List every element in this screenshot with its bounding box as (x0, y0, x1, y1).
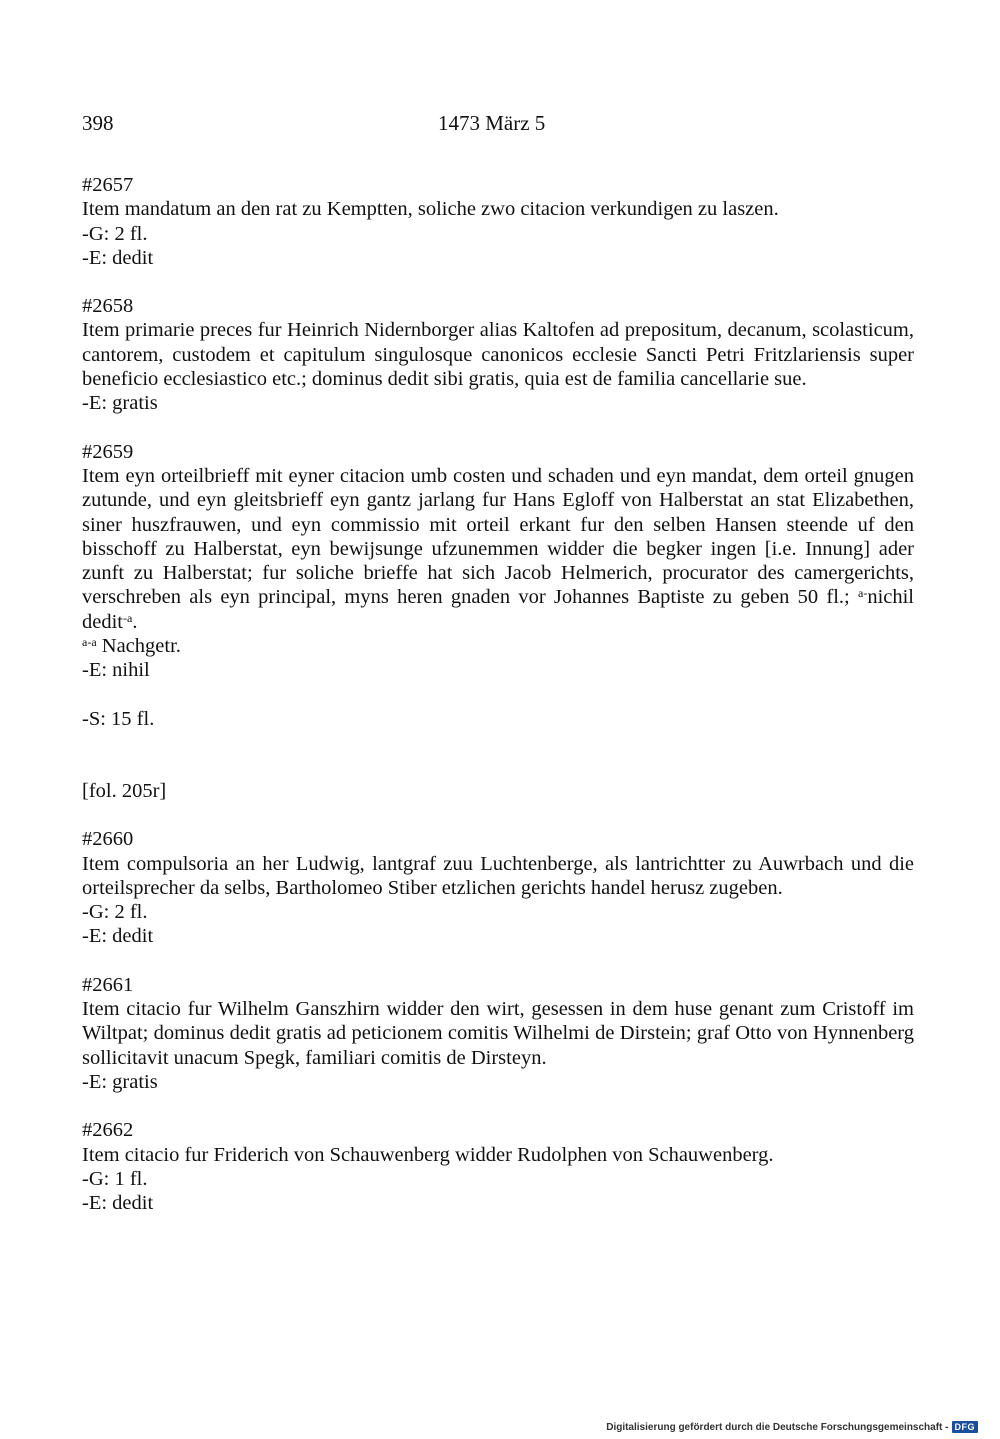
summary-line: -S: 15 fl. (82, 707, 155, 730)
entry-fee-line: -E: nihil (82, 659, 150, 682)
entry-id: #2658 (82, 295, 134, 318)
document-body (82, 173, 914, 1215)
entry-id: #2659 (82, 440, 134, 463)
footnote (82, 634, 914, 658)
page-header (82, 111, 914, 141)
entry-text (82, 464, 914, 634)
entry-fee-line: -E: gratis (82, 392, 158, 415)
entry-text-main: Item eyn orteilbrieff mit eyner citacion umb costen und schaden und eyn mandat, dem orteil gnugen zutunde, und eyn gleitsbrieff eyn gantz jarlang fur Hans Egloff von Halberstat an stat Elizabethen, siner huszfrauwen, und eyn commissio mit orteil erkant fur den selben Hansen steende uf den bisschoff zu Halberstat, eyn bewijsunge ufzunemmen widder die begker ingen [i.e. Innung] ader zunft zu Halberstat; fur soliche brieffe hat sich Jacob Helmerich, procurator des camergerichts, verschreben als eyn principal, myns heren gnaden vor Johannes Baptiste zu geben 50 fl.; (82, 464, 914, 609)
note-open-mark: a- (857, 586, 868, 601)
footnote-mark: a-a (82, 635, 97, 650)
entry-2660 (82, 827, 914, 948)
digitization-credit (606, 1421, 978, 1433)
entry-2661 (82, 973, 914, 1094)
entry-text: Item mandatum an den rat zu Kemptten, soliche zwo citacion verkundigen zu laszen. (82, 198, 779, 221)
entry-fee-line: -G: 1 fl. (82, 1167, 148, 1190)
entry-fee-line: -E: gratis (82, 1070, 158, 1093)
entry-2662 (82, 1118, 914, 1215)
entry-fee-line: -E: dedit (82, 1192, 154, 1215)
entry-2659 (82, 440, 914, 683)
folio-marker: [fol. 205r] (82, 779, 167, 802)
entry-text: Item citacio fur Friderich von Schauwenberg widder Rudolphen von Schauwenberg. (82, 1143, 774, 1166)
entry-fee-line: -E: dedit (82, 925, 154, 948)
entry-fee-line: -G: 2 fl. (82, 901, 148, 924)
entry-id: #2662 (82, 1119, 134, 1142)
entry-2657 (82, 173, 914, 270)
entry-text: Item primarie preces fur Heinrich Nidernborger alias Kaltofen ad prepositum, decanum, scolasticum, cantorem, custodem et capitulum singulosque canonicos ecclesie Sancti Petri Fritzlariensis super beneficio ecclesiastico etc.; dominus dedit sibi gratis, quia est de familia cancellarie sue. (82, 319, 914, 391)
entry-2658 (82, 294, 914, 415)
page-number: 398 (82, 111, 114, 135)
entry-fee-line: -G: 2 fl. (82, 222, 148, 245)
entry-id: #2661 (82, 973, 134, 996)
note-close-mark: -a (123, 610, 133, 625)
credit-text: Digitalisierung gefördert durch die Deutsche Forschungsgemeinschaft - (606, 1421, 949, 1433)
running-head: 1473 März 5 (438, 111, 546, 135)
entry-fee-line: -E: dedit (82, 246, 154, 269)
entry-text: Item citacio fur Wilhelm Ganszhirn widder den wirt, gesessen in dem huse genant zum Cristoff im Wiltpat; dominus dedit gratis ad peticionem comitis Wilhelmi de Dirstein; graf Otto von Hynnenberg sollicitavit unacum Spegk, familiari comitis de Dirsteyn. (82, 998, 914, 1069)
entry-text: Item compulsoria an her Ludwig, lantgraf zuu Luchtenberge, als lantrichtter zu Auwrbach und die orteilsprecher da selbs, Bartholomeo Stiber etzlichen gerichts handel herusz zugeben. (82, 852, 914, 899)
footnote-text: Nachgetr. (96, 635, 181, 658)
dfg-logo-icon: DFG (952, 1421, 979, 1433)
note-end: . (132, 610, 138, 633)
note-text: nichil dedit (82, 586, 914, 633)
entry-id: #2657 (82, 174, 134, 196)
entry-id: #2660 (82, 828, 134, 851)
